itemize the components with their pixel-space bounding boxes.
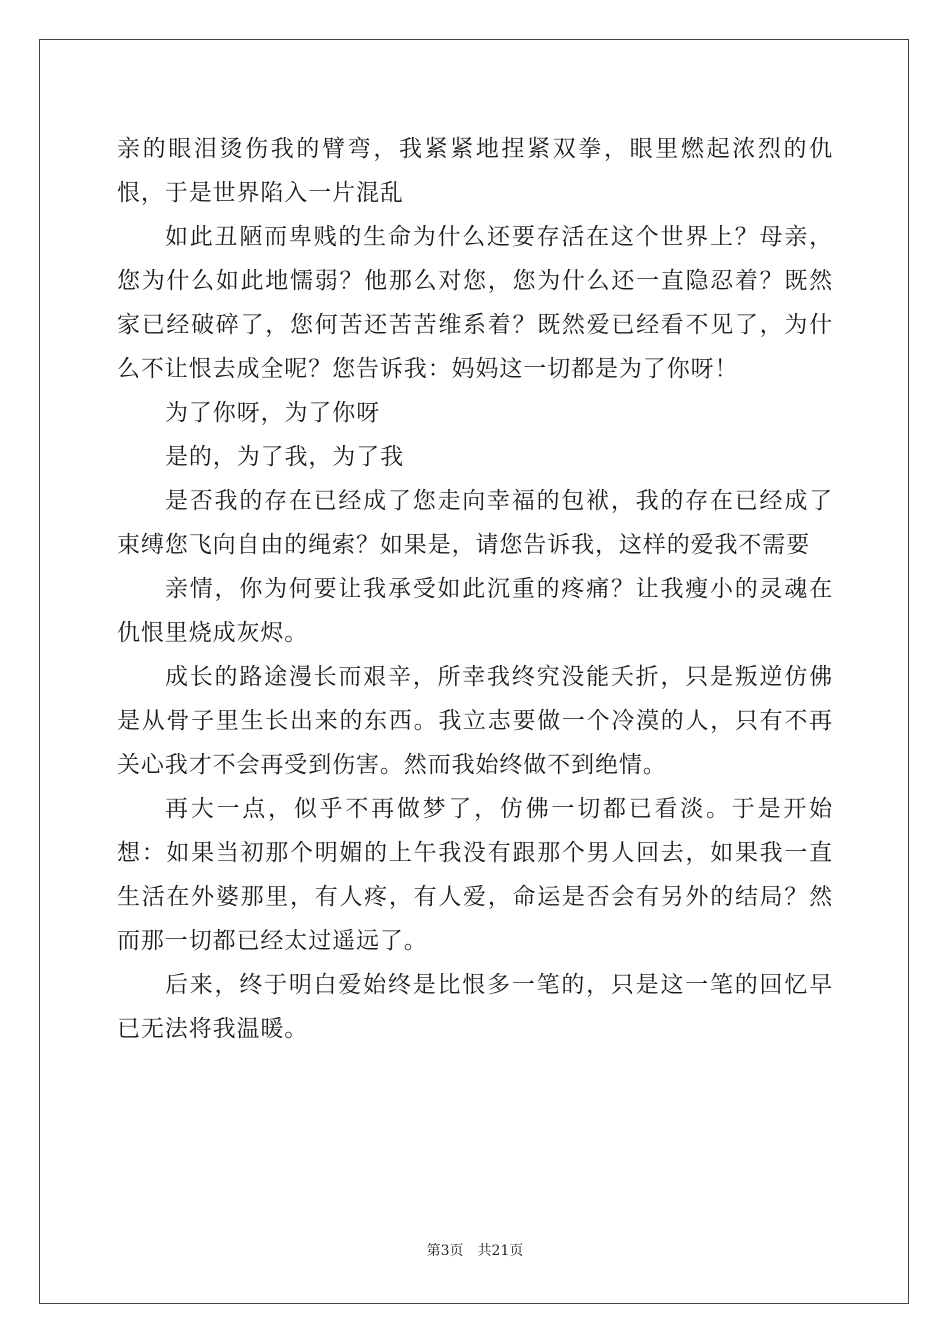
document-body [117, 127, 833, 1051]
paragraph-1: 亲的眼泪烫伤我的臂弯，我紧紧地捏紧双拳，眼里燃起浓烈的仇恨，于是世界陷入一片混乱 [117, 136, 833, 206]
page-number: 第3页 [426, 1243, 464, 1259]
paragraph-9: 后来，终于明白爱始终是比恨多一笔的，只是这一笔的回忆早已无法将我温暖。 [117, 972, 833, 1042]
paragraph-6: 亲情，你为何要让我承受如此沉重的疼痛？让我瘦小的灵魂在仇恨里烧成灰烬。 [117, 576, 833, 646]
paragraph-8: 再大一点，似乎不再做梦了，仿佛一切都已看淡。于是开始想：如果当初那个明媚的上午我没有跟那个男人回去，如果我一直生活在外婆那里，有人疼，有人爱，命运是否会有另外的结局？然而那一切都已经太过遥远了。 [117, 796, 833, 954]
paragraph-4: 是的，为了我，为了我 [165, 444, 404, 470]
paragraph-3: 为了你呀，为了你呀 [165, 400, 381, 426]
page-footer [0, 1240, 950, 1260]
paragraph-5: 是否我的存在已经成了您走向幸福的包袱，我的存在已经成了束缚您飞向自由的绳索？如果是，请您告诉我，这样的爱我不需要 [117, 488, 833, 558]
page-total: 共21页 [477, 1243, 524, 1259]
paragraph-7: 成长的路途漫长而艰辛，所幸我终究没能夭折，只是叛逆仿佛是从骨子里生长出来的东西。我立志要做一个冷漠的人，只有不再关心我才不会再受到伤害。然而我始终做不到绝情。 [117, 664, 833, 778]
paragraph-2: 如此丑陋而卑贱的生命为什么还要存活在这个世界上？母亲，您为什么如此地懦弱？他那么对您，您为什么还一直隐忍着？既然家已经破碎了，您何苦还苦苦维系着？既然爱已经看不见了，为什么不让恨去成全呢？您告诉我：妈妈这一切都是为了你呀！ [117, 224, 833, 382]
